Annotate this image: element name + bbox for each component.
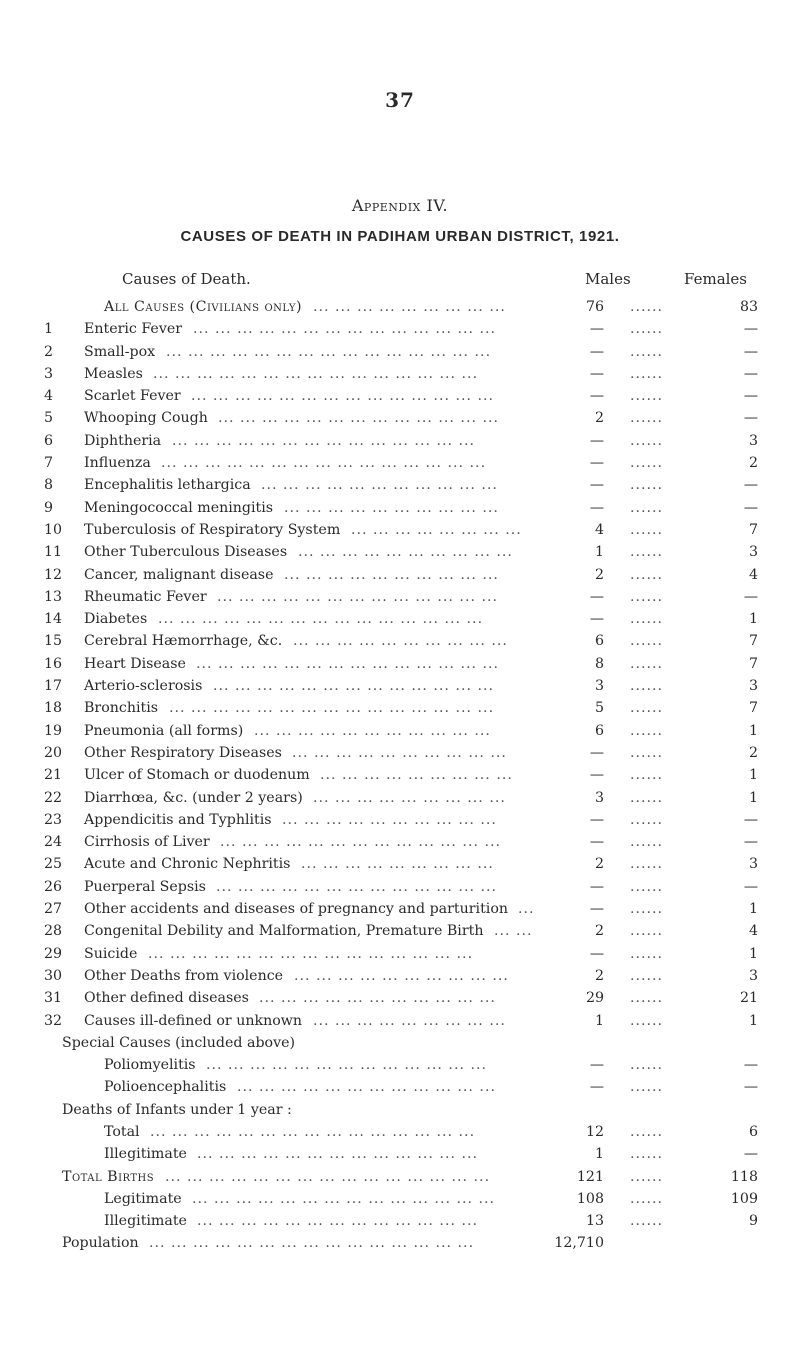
row-number: 11	[44, 544, 63, 561]
males-value: —	[589, 945, 604, 962]
table-row	[0, 1143, 800, 1165]
table-row	[0, 385, 800, 407]
dot-leader: ... ... ... ... ... ... ... ... ... ...	[294, 967, 509, 984]
females-value: 1	[748, 767, 758, 784]
dot-leader: ... ... ... ... ... ... ... ... ... ... ... ... ...	[218, 410, 499, 427]
dot-leader: ......	[630, 566, 664, 583]
males-value: —	[589, 477, 604, 494]
row-number: 23	[44, 811, 63, 828]
table-row	[0, 519, 800, 541]
females-value: 21	[739, 990, 758, 1007]
females-value: 3	[748, 432, 758, 449]
dot-leader: ... ...	[494, 923, 533, 940]
dot-leader: ......	[630, 611, 664, 628]
cause-label: Population	[62, 1235, 139, 1252]
females-value: —	[743, 410, 758, 427]
males-value: 6	[594, 633, 604, 650]
dot-leader: ......	[630, 1190, 664, 1207]
row-number: 29	[44, 945, 63, 962]
dot-leader: ......	[630, 834, 664, 851]
females-value: 4	[748, 923, 758, 940]
dot-leader: ... ... ... ... ... ... ... ... ... ... ... ... ... ... ...	[153, 365, 479, 382]
dot-leader: ... ... ... ... ... ... ... ... ... ...	[298, 544, 513, 561]
cause-label: Appendicitis and Typhlitis	[84, 811, 272, 828]
table-row	[0, 407, 800, 429]
females-value: 1	[748, 611, 758, 628]
dot-leader: ... ... ... ... ... ... ... ... ... ... ...	[254, 722, 491, 739]
females-value: —	[743, 365, 758, 382]
cause-label: Small-pox	[84, 343, 156, 360]
cause-label: Influenza	[84, 455, 151, 472]
males-value: —	[589, 321, 604, 338]
table-row	[0, 831, 800, 853]
table-row	[0, 1232, 800, 1254]
cause-label: Other Tuberculous Diseases	[84, 544, 288, 561]
females-value: 2	[748, 744, 758, 761]
row-number: 1	[44, 321, 54, 338]
table-row	[0, 1121, 800, 1143]
males-value: —	[589, 744, 604, 761]
dot-leader: ......	[630, 1057, 664, 1074]
row-number: 26	[44, 878, 63, 895]
cause-label: Special Causes (included above)	[62, 1034, 296, 1051]
row-number: 27	[44, 901, 63, 918]
cause-label: Total	[104, 1123, 140, 1140]
dot-leader: ... ... ... ... ... ... ... ... ... ...	[284, 566, 499, 583]
table-row	[0, 987, 800, 1009]
males-value: 1	[594, 1012, 604, 1029]
table-row	[0, 1099, 800, 1121]
table-row	[0, 920, 800, 942]
cause-label: Whooping Cough	[84, 410, 208, 427]
row-number: 7	[44, 455, 54, 472]
females-value: 1	[748, 722, 758, 739]
dot-leader: ... ... ... ... ... ... ... ... ... ... ... ... ... ... ...	[161, 455, 487, 472]
column-header-row	[0, 270, 800, 290]
dot-leader: ......	[630, 967, 664, 984]
dot-leader: ... ... ... ... ... ... ... ... ... ... ... ... ... ... ...	[158, 611, 484, 628]
dot-leader: ... ... ... ... ... ... ... ... ... ... ... ... ...	[197, 1213, 478, 1230]
row-number: 12	[44, 566, 63, 583]
column-header-females: Females	[684, 270, 748, 288]
dot-leader: ......	[630, 655, 664, 672]
table-row	[0, 1010, 800, 1032]
dot-leader: ......	[630, 1213, 664, 1230]
row-number: 13	[44, 588, 63, 605]
dot-leader: ......	[630, 499, 664, 516]
page-number: 37	[385, 88, 415, 112]
table-row	[0, 1054, 800, 1076]
males-value: 4	[594, 521, 604, 538]
females-value: 3	[748, 544, 758, 561]
females-value: 118	[730, 1168, 758, 1185]
dot-leader: ......	[630, 544, 664, 561]
dot-leader: ......	[630, 811, 664, 828]
females-value: 1	[748, 789, 758, 806]
cause-label: Diabetes	[84, 611, 148, 628]
dot-leader: ......	[630, 856, 664, 873]
column-header-causes: Causes of Death.	[122, 270, 251, 288]
dot-leader: ......	[630, 678, 664, 695]
table-row	[0, 630, 800, 652]
dot-leader: ......	[630, 700, 664, 717]
cause-label: Deaths of Infants under 1 year :	[62, 1101, 292, 1118]
dot-leader: ... ... ... ... ... ... ... ... ... ... ... ... ... ... ...	[150, 1123, 476, 1140]
table-row	[0, 564, 800, 586]
dot-leader: ......	[630, 789, 664, 806]
dot-leader: ......	[630, 321, 664, 338]
row-number: 22	[44, 789, 63, 806]
cause-label: Ulcer of Stomach or duodenum	[84, 767, 310, 784]
cause-label: Pneumonia (all forms)	[84, 722, 244, 739]
males-value: 12,710	[554, 1235, 604, 1252]
dot-leader: ......	[630, 1168, 664, 1185]
dot-leader: ... ... ... ... ... ... ... ... ... ...	[282, 811, 497, 828]
females-value: 1	[748, 945, 758, 962]
dot-leader: ... ... ... ... ... ... ... ... ...	[313, 789, 506, 806]
dot-leader: ... ... ... ... ... ... ... ... ...	[313, 1012, 506, 1029]
table-row	[0, 1188, 800, 1210]
females-value: 2	[748, 455, 758, 472]
column-header-males: Males	[585, 270, 631, 288]
table-row	[0, 853, 800, 875]
dot-leader: ... ... ... ... ... ... ... ... ... ... ...	[261, 477, 498, 494]
row-number: 6	[44, 432, 54, 449]
cause-label: Suicide	[84, 945, 138, 962]
table-row	[0, 430, 800, 452]
dot-leader: ......	[630, 1123, 664, 1140]
appendix-heading: Appendix IV.	[351, 196, 449, 215]
dot-leader: ... ... ... ... ... ... ... ... ...	[301, 856, 494, 873]
cause-label: Heart Disease	[84, 655, 186, 672]
males-value: —	[589, 878, 604, 895]
row-number: 32	[44, 1012, 63, 1029]
table-row	[0, 586, 800, 608]
females-value: —	[743, 343, 758, 360]
dot-leader: ... ... ... ... ... ... ... ... ... ... ... ... ... ...	[193, 321, 497, 338]
dot-leader: ......	[630, 1012, 664, 1029]
cause-label: Poliomyelitis	[104, 1057, 196, 1074]
row-number: 31	[44, 990, 63, 1007]
dot-leader: ... ... ... ... ... ... ... ... ... ...	[284, 499, 499, 516]
males-value: 8	[594, 655, 604, 672]
females-value: —	[743, 1057, 758, 1074]
cause-label: Other Deaths from violence	[84, 967, 284, 984]
dot-leader: ......	[630, 432, 664, 449]
cause-label: Acute and Chronic Nephritis	[84, 856, 291, 873]
dot-leader: ......	[630, 767, 664, 784]
dot-leader: ......	[630, 1079, 664, 1096]
males-value: 29	[585, 990, 604, 1007]
row-number: 16	[44, 655, 63, 672]
cause-label: Causes ill-defined or unknown	[84, 1012, 303, 1029]
females-value: 6	[748, 1123, 758, 1140]
males-value: 13	[585, 1213, 604, 1230]
dot-leader: ......	[630, 299, 664, 315]
males-value: 2	[594, 967, 604, 984]
row-number: 3	[44, 365, 54, 382]
table-row	[0, 697, 800, 719]
table-row	[0, 474, 800, 496]
table-row	[0, 965, 800, 987]
females-value: —	[743, 1079, 758, 1096]
dot-leader: ......	[630, 343, 664, 360]
dot-leader: ......	[630, 388, 664, 405]
dot-leader: ... ... ... ... ... ... ... ... ... ... ...	[259, 990, 496, 1007]
cause-label: Rheumatic Fever	[84, 588, 207, 605]
females-value: 7	[748, 633, 758, 650]
males-value: —	[589, 588, 604, 605]
dot-leader: ......	[630, 945, 664, 962]
row-number: 4	[44, 388, 54, 405]
table-title: CAUSES OF DEATH IN PADIHAM URBAN DISTRICT, 1921.	[180, 228, 620, 245]
males-value: —	[589, 455, 604, 472]
males-value: —	[589, 432, 604, 449]
females-value: 7	[748, 521, 758, 538]
table-row	[0, 452, 800, 474]
cause-label: Diarrhœa, &c. (under 2 years)	[84, 789, 303, 806]
dot-leader: ......	[630, 477, 664, 494]
dot-leader: ... ... ... ... ... ... ... ... ... ... ... ... ... ...	[191, 388, 495, 405]
table-row	[0, 363, 800, 385]
table-row	[0, 764, 800, 786]
males-value: 3	[594, 789, 604, 806]
dot-leader: ... ... ... ... ... ... ... ... ... ... ... ... ... ...	[196, 655, 500, 672]
cause-label: Illegitimate	[104, 1146, 187, 1163]
row-number: 9	[44, 499, 54, 516]
dot-leader: ... ... ... ... ... ... ... ... ... ... ... ... ...	[217, 588, 498, 605]
cause-label: Total Births	[62, 1168, 155, 1185]
females-value: —	[743, 499, 758, 516]
females-value: 3	[748, 967, 758, 984]
females-value: 1	[748, 901, 758, 918]
dot-leader: ... ... ... ... ... ... ... ... ... ... ... ... ... ... ...	[165, 1168, 491, 1185]
males-value: —	[589, 834, 604, 851]
females-value: 83	[739, 299, 758, 315]
dot-leader: ......	[630, 990, 664, 1007]
cause-label: Other accidents and diseases of pregnancy and parturition	[84, 901, 508, 918]
row-number: 20	[44, 744, 63, 761]
table-row	[0, 653, 800, 675]
causes-of-death-table	[0, 296, 800, 1255]
males-value: —	[589, 611, 604, 628]
row-number: 5	[44, 410, 54, 427]
row-number: 25	[44, 856, 63, 873]
dot-leader: ... ... ... ... ... ... ... ... ... ... ... ... ...	[206, 1057, 487, 1074]
cause-label: Congenital Debility and Malformation, Premature Birth	[84, 923, 484, 940]
table-row	[0, 1032, 800, 1054]
males-value: 76	[585, 299, 604, 315]
males-value: 1	[594, 544, 604, 561]
row-number: 18	[44, 700, 63, 717]
males-value: 2	[594, 923, 604, 940]
males-value: 1	[594, 1146, 604, 1163]
dot-leader: ... ... ... ... ... ... ... ... ... ... ... ... ...	[216, 878, 497, 895]
cause-label: Meningococcal meningitis	[84, 499, 274, 516]
females-value: 3	[748, 678, 758, 695]
males-value: 6	[594, 722, 604, 739]
dot-leader: ......	[630, 365, 664, 382]
females-value: 7	[748, 655, 758, 672]
cause-label: Enteric Fever	[84, 321, 183, 338]
dot-leader: ......	[630, 633, 664, 650]
cause-label: Tuberculosis of Respiratory System	[84, 521, 341, 538]
cause-label: Cerebral Hæmorrhage, &c.	[84, 633, 283, 650]
females-value: —	[743, 388, 758, 405]
table-row	[0, 675, 800, 697]
row-number: 30	[44, 967, 63, 984]
dot-leader: ... ... ... ... ... ... ... ... ... ... ... ... ... ... ...	[166, 343, 492, 360]
table-row	[0, 898, 800, 920]
females-value: 1	[748, 1012, 758, 1029]
row-number: 10	[44, 521, 63, 538]
table-row	[0, 541, 800, 563]
table-row	[0, 1076, 800, 1098]
females-value: —	[743, 321, 758, 338]
dot-leader: ......	[630, 878, 664, 895]
cause-label: Legitimate	[104, 1190, 182, 1207]
males-value: 108	[576, 1190, 604, 1207]
dot-leader: ......	[630, 588, 664, 605]
dot-leader: ... ... ... ... ... ... ... ... ... ... ... ... ... ...	[192, 1190, 496, 1207]
females-value: 3	[748, 856, 758, 873]
males-value: 2	[594, 856, 604, 873]
cause-label: Arterio-sclerosis	[84, 678, 203, 695]
females-value: —	[743, 477, 758, 494]
males-value: —	[589, 901, 604, 918]
males-value: 2	[594, 410, 604, 427]
table-row	[0, 742, 800, 764]
table-row	[0, 876, 800, 898]
males-value: 3	[594, 678, 604, 695]
males-value: 121	[576, 1168, 604, 1185]
dot-leader: ......	[630, 455, 664, 472]
row-number: 21	[44, 767, 63, 784]
females-value: —	[743, 811, 758, 828]
dot-leader: ... ... ... ... ... ... ... ... ... ... ... ... ...	[213, 678, 494, 695]
dot-leader: ... ... ... ... ... ... ... ... ... ... ... ... ...	[197, 1146, 478, 1163]
table-row	[0, 943, 800, 965]
males-value: —	[589, 1079, 604, 1096]
cause-label: Cancer, malignant disease	[84, 566, 274, 583]
row-number: 8	[44, 477, 54, 494]
dot-leader: ... ... ... ... ... ... ... ... ... ...	[293, 633, 508, 650]
dot-leader: ... ... ... ... ... ... ... ... ...	[320, 767, 513, 784]
table-row	[0, 318, 800, 340]
males-value: —	[589, 343, 604, 360]
row-number: 19	[44, 722, 63, 739]
row-number: 14	[44, 611, 63, 628]
females-value: —	[743, 878, 758, 895]
table-row	[0, 1166, 800, 1188]
dot-leader: ...	[518, 901, 535, 918]
cause-label: Bronchitis	[84, 700, 159, 717]
males-value: —	[589, 499, 604, 516]
males-value: —	[589, 365, 604, 382]
cause-label: Cirrhosis of Liver	[84, 834, 210, 851]
dot-leader: ......	[630, 1146, 664, 1163]
table-row	[0, 809, 800, 831]
dot-leader: ......	[630, 923, 664, 940]
dot-leader: ......	[630, 410, 664, 427]
cause-label: Measles	[84, 365, 143, 382]
dot-leader: ......	[630, 521, 664, 538]
table-row	[0, 608, 800, 630]
row-number: 24	[44, 834, 63, 851]
row-number: 28	[44, 923, 63, 940]
cause-label: Other defined diseases	[84, 990, 249, 1007]
females-value: 9	[748, 1213, 758, 1230]
cause-label: Scarlet Fever	[84, 388, 181, 405]
dot-leader: ......	[630, 901, 664, 918]
females-value: —	[743, 834, 758, 851]
dot-leader: ... ... ... ... ... ... ... ... ... ... ... ... ... ...	[172, 432, 476, 449]
table-row	[0, 296, 800, 318]
cause-label: Encephalitis lethargica	[84, 477, 251, 494]
dot-leader: ... ... ... ... ... ... ... ... ... ... ... ...	[237, 1079, 496, 1096]
cause-label: Other Respiratory Diseases	[84, 744, 282, 761]
females-value: 4	[748, 566, 758, 583]
table-row	[0, 341, 800, 363]
dot-leader: ... ... ... ... ... ... ... ... ... ... ... ... ...	[220, 834, 501, 851]
dot-leader: ......	[630, 744, 664, 761]
dot-leader: ... ... ... ... ... ... ... ... ...	[313, 299, 506, 315]
cause-label: Diphtheria	[84, 432, 162, 449]
dot-leader: ... ... ... ... ... ... ... ... ... ... ... ... ... ... ...	[148, 945, 474, 962]
row-number: 15	[44, 633, 63, 650]
dot-leader: ......	[630, 722, 664, 739]
males-value: —	[589, 811, 604, 828]
cause-label: Illegitimate	[104, 1213, 187, 1230]
males-value: —	[589, 767, 604, 784]
males-value: —	[589, 1057, 604, 1074]
dot-leader: ... ... ... ... ... ... ... ... ... ... ... ... ... ... ...	[169, 700, 495, 717]
row-number: 2	[44, 343, 54, 360]
females-value: —	[743, 1146, 758, 1163]
cause-label: All Causes (Civilians only)	[104, 299, 303, 315]
females-value: —	[743, 588, 758, 605]
table-row	[0, 720, 800, 742]
table-row	[0, 1210, 800, 1232]
males-value: 5	[594, 700, 604, 717]
cause-label: Polioencephalitis	[104, 1079, 227, 1096]
males-value: 12	[585, 1123, 604, 1140]
table-row	[0, 497, 800, 519]
dot-leader: ... ... ... ... ... ... ... ... ... ...	[292, 744, 507, 761]
males-value: —	[589, 388, 604, 405]
females-value: 7	[748, 700, 758, 717]
dot-leader: ... ... ... ... ... ... ... ... ... ... ... ... ... ... ...	[149, 1235, 475, 1252]
females-value: 109	[730, 1190, 758, 1207]
dot-leader: ... ... ... ... ... ... ... ...	[351, 521, 522, 538]
males-value: 2	[594, 566, 604, 583]
row-number: 17	[44, 678, 63, 695]
table-row	[0, 787, 800, 809]
cause-label: Puerperal Sepsis	[84, 878, 206, 895]
